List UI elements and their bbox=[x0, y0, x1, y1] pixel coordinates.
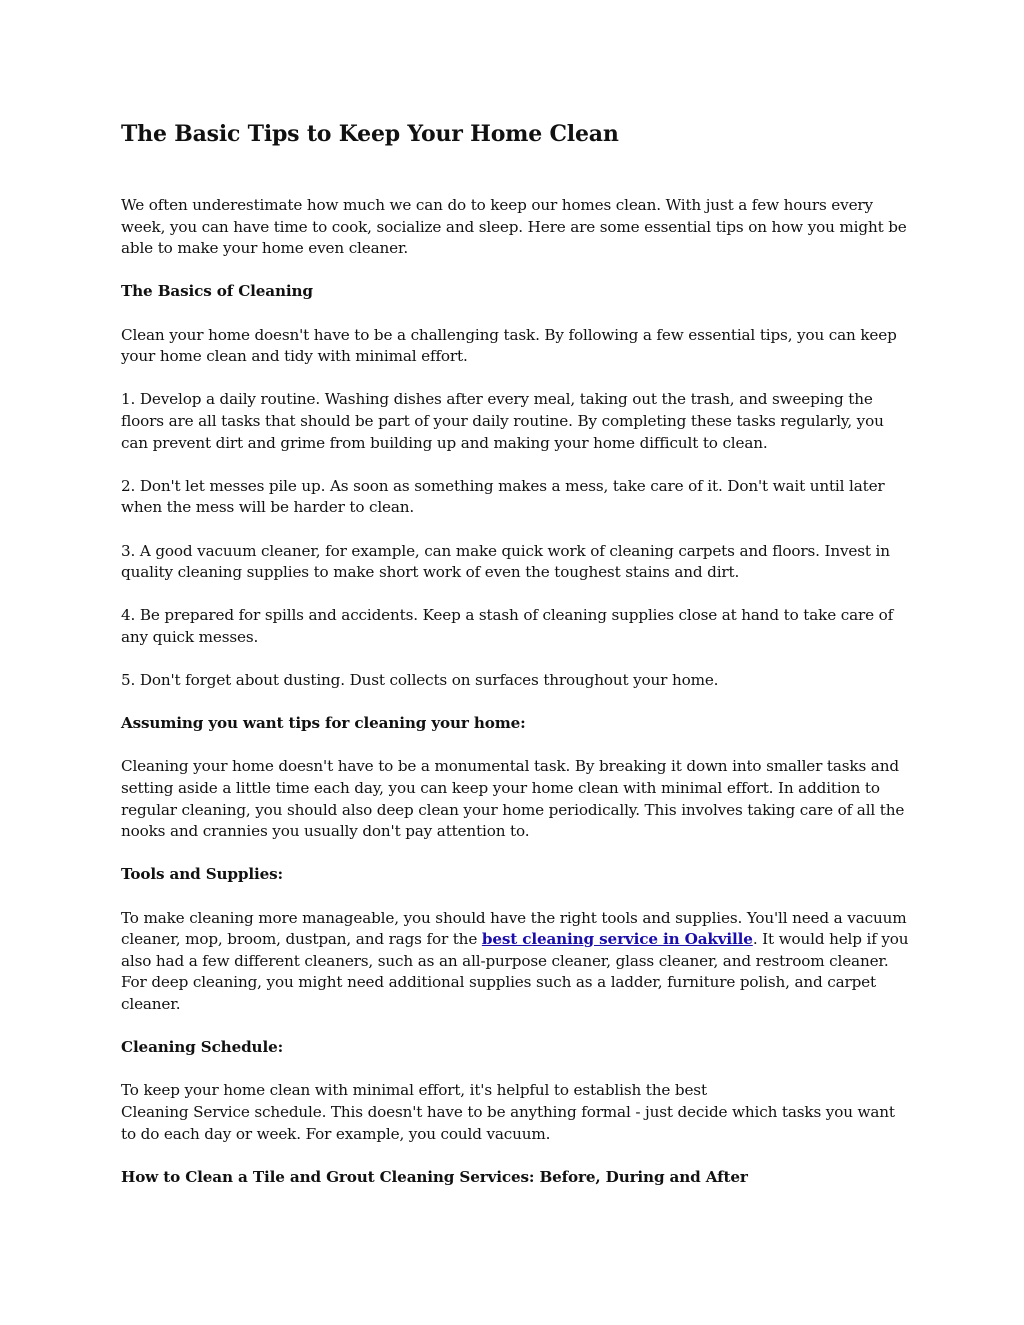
document-page bbox=[121, 118, 911, 1210]
tip-5: 5. Don't forget about dusting. Dust collects on surfaces throughout your home. bbox=[121, 671, 719, 690]
basics-paragraph: Clean your home doesn't have to be a challenging task. By following a few essential tips, you can keep your home clean and tidy with minimal effort. bbox=[121, 325, 897, 366]
heading-basics: The Basics of Cleaning bbox=[121, 282, 313, 301]
schedule-paragraph bbox=[121, 1080, 911, 1145]
tools-text-after-link: . It would help if you also had a few different cleaners, such as an all-purpose cleaner, glass cleaner, and restroom cleaner. For deep cleaning, you might need additional supplies such as a ladder, furniture polish, and carpet cleaner. bbox=[121, 930, 909, 1013]
tools-text-before-link: To make cleaning more manageable, you should have the right tools and supplies. You'll need a vacuum cleaner, mop, broom, dustpan, and rags for the bbox=[121, 908, 907, 949]
tools-paragraph bbox=[121, 908, 911, 1016]
heading-tools: Tools and Supplies: bbox=[121, 865, 283, 884]
tip-3: 3. A good vacuum cleaner, for example, can make quick work of cleaning carpets and floors. Invest in quality cleaning supplies to make short work of even the toughest stains and dirt. bbox=[121, 541, 890, 582]
tip-2: 2. Don't let messes pile up. As soon as something makes a mess, take care of it. Don't wait until later when the mess will be harder to clean. bbox=[121, 476, 885, 517]
schedule-line-1: To keep your home clean with minimal effort, it's helpful to establish the best bbox=[121, 1081, 707, 1100]
heading-tile-grout: How to Clean a Tile and Grout Cleaning Services: Before, During and After bbox=[121, 1167, 748, 1186]
intro-paragraph: We often underestimate how much we can do to keep our homes clean. With just a few hours every week, you can have time to cook, socialize and sleep. Here are some essential tips on how you might be able to make your home even cleaner. bbox=[121, 196, 907, 258]
oakville-cleaning-link[interactable]: best cleaning service in Oakville bbox=[481, 930, 753, 949]
tip-4: 4. Be prepared for spills and accidents. Keep a stash of cleaning supplies close at hand to take care of any quick messes. bbox=[121, 606, 894, 646]
tip-1: 1. Develop a daily routine. Washing dishes after every meal, taking out the trash, and sweeping the floors are all tasks that should be part of your daily routine. By completing these tasks regularly, you can prevent dirt and grime from building up and making your home difficult to clean. bbox=[121, 390, 884, 452]
schedule-rest: Cleaning Service schedule. This doesn't have to be anything formal - just decide which tasks you want to do each day or week. For example, you could vacuum. bbox=[121, 1102, 895, 1143]
heading-schedule: Cleaning Schedule: bbox=[121, 1038, 284, 1057]
heading-assuming: Assuming you want tips for cleaning your home: bbox=[121, 714, 526, 733]
page-title: The Basic Tips to Keep Your Home Clean bbox=[121, 121, 619, 147]
assuming-paragraph: Cleaning your home doesn't have to be a monumental task. By breaking it down into smaller tasks and setting aside a little time each day, you can keep your home clean with minimal effort. In addition to regular cleaning, you should also deep clean your home periodically. This involves taking care of all the nooks and crannies you usually don't pay attention to. bbox=[121, 757, 905, 841]
